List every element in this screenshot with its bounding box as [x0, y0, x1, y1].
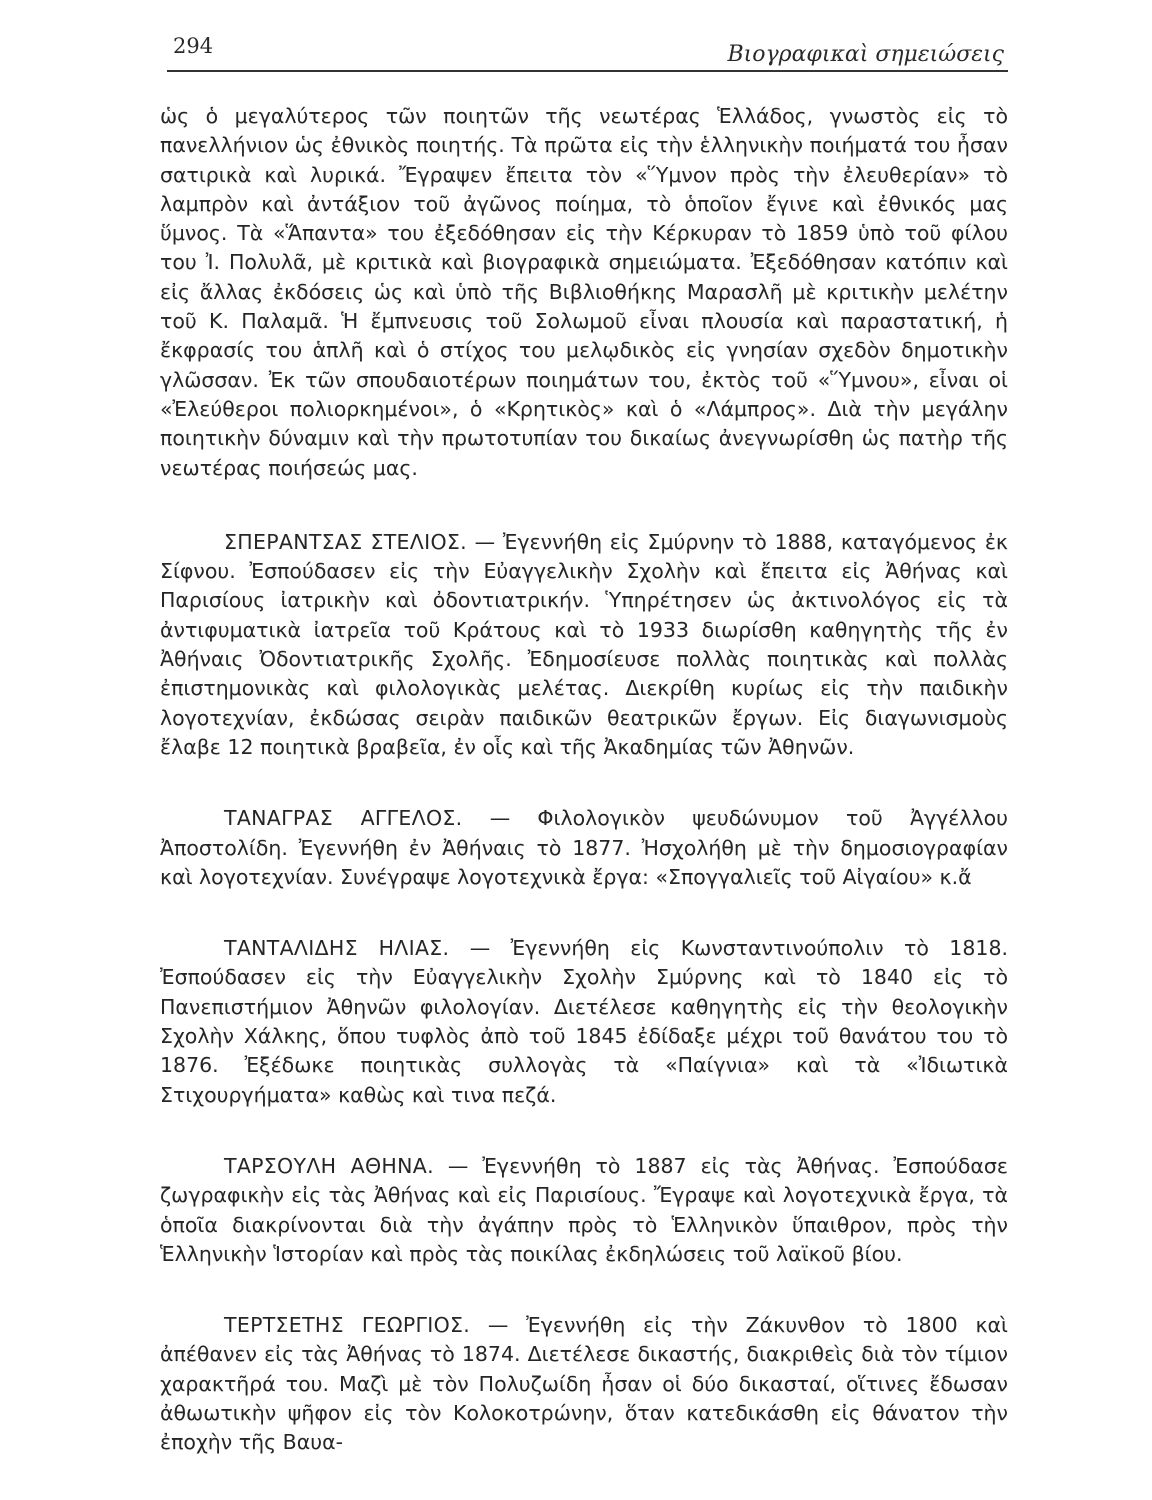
entry-text: — Ἐγεννήθη εἰς Σμύρνην τὸ 1888, καταγόμενος ἐκ Σίφνου. Ἐσπούδασεν εἰς τὴν Εὐαγγελικὴν Σχολὴν καὶ ἔπειτα εἰς Ἀθήνας καὶ Παρισίους ἰατρικὴν καὶ ὀδοντιατρικήν. Ὑπηρέτησεν ὡς ἀκτινολόγος εἰς τὰ ἀντιφυματικὰ ἰατρεῖα τοῦ Κράτους καὶ τὸ 1933 διωρίσθη καθηγητὴς τῆς ἐν Ἀθήναις Ὀδοντιατρικῆς Σχολῆς. Ἐδημοσίευσε πολλὰς ποιητικὰς καὶ πολλὰς ἐπιστημονικὰς καὶ φιλολογικὰς μελέτας. Διεκρίθη κυρίως εἰς τὴν παιδικὴν λογοτεχνίαν, ἐκδώσας σειρὰν παιδικῶν θεατρικῶν ἔργων. Εἰς διαγωνισμοὺς ἔλαβε 12 ποιητικὰ βραβεῖα, ἐν οἷς καὶ τῆς Ἀκαδημίας τῶν Ἀθηνῶν.	[160, 529, 1009, 759]
entry-text: — Ἐγεννήθη εἰς τὴν Ζάκυνθον τὸ 1800 καὶ ἀπέθανεν εἰς τὰς Ἀθήνας τὸ 1874. Διετέλεσε δικαστής, διακριθεὶς διὰ τὸν τίμιον χαρακτῆρά του. Μαζὶ μὲ τὸν Πολυζωίδη ἦσαν οἱ δύο δικασταί, οἵτινες ἔδωσαν ἀθωωτικὴν ψῆφον εἰς τὸν Κολοκοτρώνην, ὅταν κατεδικάσθη εἰς θάνατον τὴν ἐποχὴν τῆς Βαυα-	[160, 1313, 1008, 1455]
entry-name: ΣΠΕΡΑΝΤΣΑΣ ΣΤΕΛΙΟΣ.	[224, 529, 467, 554]
entry-tantalidis	[160, 934, 1008, 1110]
entry-sperantsas	[160, 528, 1008, 762]
entry-name: ΤΑΡΣΟΥΛΗ ΑΘΗΝΑ.	[224, 1153, 434, 1178]
entry-name: ΤΕΡΤΣΕΤΗΣ ΓΕΩΡΓΙΟΣ.	[224, 1313, 471, 1338]
header-rule	[167, 70, 1008, 72]
entry-text: — Ἐγεννήθη εἰς Κωνσταντινούπολιν τὸ 1818. Ἐσπούδασεν εἰς τὴν Εὐαγγελικὴν Σχολὴν Σμύρνης καὶ τὸ 1840 εἰς τὸ Πανεπιστήμιον Ἀθηνῶν φιλολογίαν. Διετέλεσε καθηγητὴς εἰς τὴν θεολογικὴν Σχολὴν Χάλκης, ὅπου τυφλὸς ἀπὸ τοῦ 1845 ἐδίδαξε μέχρι τοῦ θανάτου του τὸ 1876. Ἐξέδωκε ποιητικὰς συλλογὰς τὰ «Παίγνια» καὶ τὰ «Ἰδιωτικὰ Στιχουργήματα» καθὼς καὶ τινα πεζά.	[160, 936, 1008, 1107]
entry-name: ΤΑΝΤΑΛΙΔΗΣ ΗΛΙΑΣ.	[224, 936, 450, 961]
entry-tanagras	[160, 804, 1008, 892]
entry-tertsetis	[160, 1311, 1008, 1457]
entry-tarsouli	[160, 1152, 1008, 1269]
entry-name: ΤΑΝΑΓΡΑΣ ΑΓΓΕΛΟΣ.	[224, 806, 463, 831]
page-number: 294	[173, 34, 214, 58]
entry-text: — Φιλολογικὸν ψευδώνυμον τοῦ Ἀγγέλλου Ἀποστολίδη. Ἐγεννήθη ἐν Ἀθήναις τὸ 1877. Ἠσχολήθη μὲ τὴν δημοσιογραφίαν καὶ λογοτεχνίαν. Συνέγραψε λογοτεχνικὰ ἔργα: «Σπογγαλιεῖς τοῦ Αἰγαίου» κ.ἄ	[160, 806, 1008, 889]
page-header	[163, 30, 1008, 80]
body-text	[160, 102, 1008, 1458]
entry-text: — Ἐγεννήθη τὸ 1887 εἰς τὰς Ἀθήνας. Ἐσπούδασε ζωγραφικὴν εἰς τὰς Ἀθήνας καὶ εἰς Παρισίους. Ἔγραψε καὶ λογοτεχνικὰ ἔργα, τὰ ὁποῖα διακρίνονται διὰ τὴν ἀγάπην πρὸς τὸ Ἑλληνικὸν ὕπαιθρον, πρὸς τὴν Ἑλληνικὴν Ἱστορίαν καὶ πρὸς τὰς ποικίλας ἐκδηλώσεις τοῦ λαϊκοῦ βίου.	[160, 1153, 1008, 1266]
running-title: Βιογραφικαὶ σημειώσεις	[727, 42, 1004, 67]
continuation-paragraph: ὡς ὁ μεγαλύτερος τῶν ποιητῶν τῆς νεωτέρας Ἑλλάδος, γνωστὸς εἰς τὸ πανελλήνιον ὡς ἐθνικὸς ποιητής. Τὰ πρῶτα εἰς τὴν ἑλληνικὴν ποιήματά του ἦσαν σατιρικὰ καὶ λυρικά. Ἔγραψεν ἔπειτα τὸν «Ὕμνον πρὸς τὴν ἐλευθερίαν» τὸ λαμπρὸν καὶ ἀντάξιον τοῦ ἀγῶνος ποίημα, τὸ ὁποῖον ἔγινε καὶ ἐθνικός μας ὕμνος. Τὰ «Ἅπαντα» του ἐξεδόθησαν εἰς τὴν Κέρκυραν τὸ 1859 ὑπὸ τοῦ φίλου του Ἰ. Πολυλᾶ, μὲ κριτικὰ καὶ βιογραφικὰ σημειώματα. Ἐξεδόθησαν κατόπιν καὶ εἰς ἄλλας ἐκδόσεις ὡς καὶ ὑπὸ τῆς Βιβλιοθήκης Μαρασλῆ μὲ κριτικὴν μελέτην τοῦ Κ. Παλαμᾶ. Ἡ ἔμπνευσις τοῦ Σολωμοῦ εἶναι πλουσία καὶ παραστατική, ἡ ἔκφρασίς του ἁπλῆ καὶ ὁ στίχος του μελῳδικὸς εἰς γνησίαν σχεδὸν δημοτικὴν γλῶσσαν. Ἐκ τῶν σπουδαιοτέρων ποιημάτων του, ἐκτὸς τοῦ «Ὕμνου», εἶναι οἱ «Ἐλεύθεροι πολιορκημένοι», ὁ «Κρητικὸς» καὶ ὁ «Λάμπρος». Διὰ τὴν μεγάλην ποιητικὴν δύναμιν καὶ τὴν πρωτοτυπίαν του δικαίως ἀνεγνωρίσθη ὡς πατὴρ τῆς νεωτέρας ποιήσεώς μας.	[160, 104, 1008, 480]
